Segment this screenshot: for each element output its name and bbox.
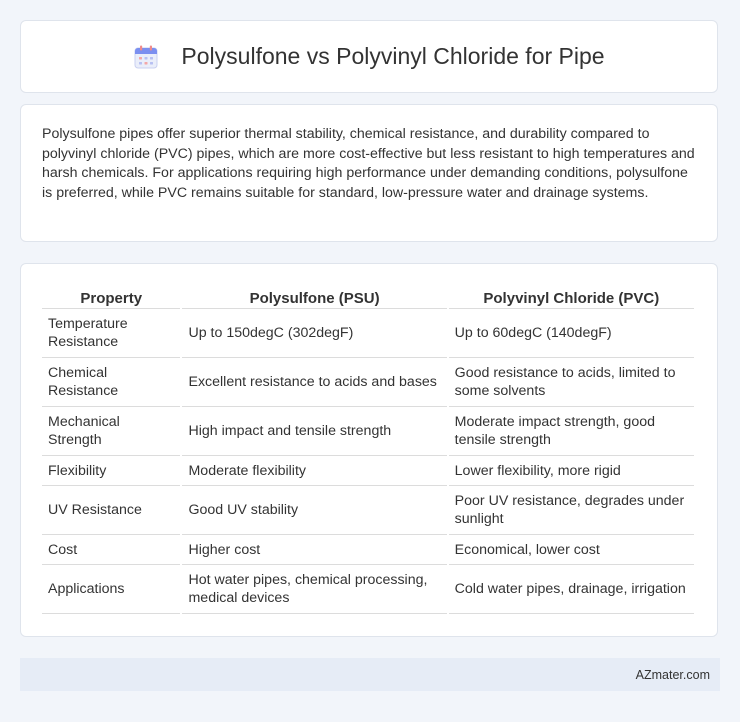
psu-cell: Up to 150degC (302degF) — [182, 309, 446, 358]
psu-cell: Higher cost — [182, 535, 446, 565]
pvc-cell: Poor UV resistance, degrades under sunlight — [449, 486, 694, 535]
pvc-cell: Lower flexibility, more rigid — [449, 456, 694, 486]
table-row — [42, 565, 694, 614]
title-card — [20, 20, 718, 93]
comparison-table-card — [20, 263, 718, 637]
table-row — [42, 407, 694, 456]
pvc-cell: Economical, lower cost — [449, 535, 694, 565]
psu-cell: Moderate flexibility — [182, 456, 446, 486]
psu-cell: Excellent resistance to acids and bases — [182, 358, 446, 407]
property-cell: Applications — [42, 565, 180, 614]
property-cell: Mechanical Strength — [42, 407, 180, 456]
calendar-icon — [133, 44, 159, 70]
intro-paragraph: Polysulfone pipes offer superior thermal stability, chemical resistance, and durability compared to polyvinyl chloride (PVC) pipes, which are more cost-effective but less resistant to high temperatures and harsh chemicals. For applications requiring high performance under demanding conditions, polysulfone is preferred, while PVC remains suitable for standard, low-pressure water and drainage systems. — [42, 126, 695, 201]
pvc-cell: Good resistance to acids, limited to some solvents — [449, 358, 694, 407]
property-cell: Cost — [42, 535, 180, 565]
property-cell: UV Resistance — [42, 486, 180, 535]
pvc-cell: Up to 60degC (140degF) — [449, 309, 694, 358]
table-row — [42, 456, 694, 486]
psu-cell: High impact and tensile strength — [182, 407, 446, 456]
column-header-property: Property — [42, 285, 180, 309]
pvc-cell: Moderate impact strength, good tensile strength — [449, 407, 694, 456]
property-cell: Flexibility — [42, 456, 180, 486]
table-row — [42, 535, 694, 565]
column-header-psu: Polysulfone (PSU) — [182, 285, 446, 309]
table-row — [42, 309, 694, 358]
property-cell: Chemical Resistance — [42, 358, 180, 407]
table-row — [42, 486, 694, 535]
column-header-pvc: Polyvinyl Chloride (PVC) — [449, 285, 694, 309]
table-header-row — [42, 285, 694, 309]
intro-card — [20, 104, 718, 242]
psu-cell: Good UV stability — [182, 486, 446, 535]
psu-cell: Hot water pipes, chemical processing, medical devices — [182, 565, 446, 614]
property-cell: Temperature Resistance — [42, 309, 180, 358]
footer — [20, 658, 720, 691]
page-title: Polysulfone vs Polyvinyl Chloride for Pipe — [181, 43, 605, 69]
table-row — [42, 358, 694, 407]
pvc-cell: Cold water pipes, drainage, irrigation — [449, 565, 694, 614]
footer-brand[interactable]: AZmater.com — [635, 667, 710, 682]
comparison-table — [40, 285, 696, 614]
